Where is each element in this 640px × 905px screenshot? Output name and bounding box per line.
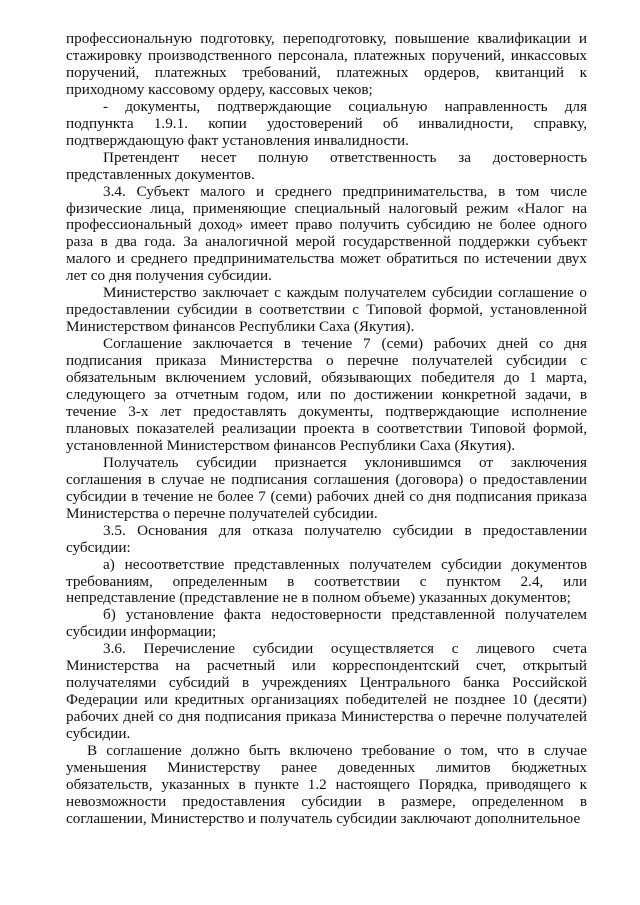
paragraph-refusal-a: а) несоответствие представленных получателем субсидии документов требованиям, определенным в соответствии с пунктом 2.4, или непредставление (представление не в полном объеме) указанных документов; bbox=[66, 555, 587, 607]
paragraph-3-4: 3.4. Субъект малого и среднего предпринимательства, в том числе физические лица, применяющие специальный налоговый режим «Налог на профессиональный доход» имеет право получить субсидию не более одного раза в два года. За аналогичной мерой государственной поддержки субъект малого и среднего предпринимательства может обратиться по истечении двух лет со дня получения субсидии. bbox=[66, 182, 587, 285]
paragraph-limits-reduction: В соглашение должно быть включено требование о том, что в случае уменьшения Министерству ранее доведенных лимитов бюджетных обязательств, указанных в пункте 1.2 настоящего Порядка, приводящего к невозможности предоставления субсидии в размере, определенном в соглашении, Министерство и получатель субсидии заключают дополнительное bbox=[66, 742, 587, 827]
paragraph-social-documents: - документы, подтверждающие социальную направленность для подпункта 1.9.1. копии удостоверений об инвалидности, справку, подтверждающую факт установления инвалидности. bbox=[66, 97, 587, 149]
document-body bbox=[66, 31, 587, 828]
paragraph-applicant-responsibility: Претендент несет полную ответственность за достоверность представленных документов. bbox=[66, 148, 587, 183]
paragraph-training-documents: профессиональную подготовку, переподготовку, повышение квалификации и стажировку производственного персонала, платежных поручений, инкассовых поручений, платежных требований, платежных ордеров, квитанций к приходному кассовому ордеру, кассовых чеков; bbox=[66, 30, 587, 98]
paragraph-ministry-agreement: Министерство заключает с каждым получателем субсидии соглашение о предоставлении субсидии в соответствии с Типовой формой, установленной Министерством финансов Республики Саха (Якутия). bbox=[66, 284, 587, 336]
paragraph-3-6: 3.6. Перечисление субсидии осуществляется с лицевого счета Министерства на расчетный или корреспондентский счет, открытый получателями субсидий в учреждениях Центрального банка Российской Федерации или кредитных организациях победителей не позднее 10 (десяти) рабочих дней со дня подписания приказа Министерства о перечне получателей субсидии. bbox=[66, 640, 587, 743]
paragraph-refusal-b: б) установление факта недостоверности представленной получателем субсидии информации; bbox=[66, 606, 587, 641]
paragraph-evasion: Получатель субсидии признается уклонившимся от заключения соглашения в случае не подписания соглашения (договора) о предоставлении субсидии в течение не более 7 (семи) рабочих дней со дня подписания приказа Министерства о перечне получателей субсидии. bbox=[66, 453, 587, 522]
paragraph-agreement-term: Соглашение заключается в течение 7 (семи) рабочих дней со дня подписания приказа Министерства о перечне получателей субсидии с обязательным включением условий, обязывающих победителя до 1 марта, следующего за отчетным годом, или по достижении конкретной задачи, в течение 3-х лет предоставлять документы, подтверждающие исполнение плановых показателей реализации проекта в соответствии Типовой формой, установленной Министерством финансов Республики Саха (Якутия). bbox=[66, 335, 587, 454]
paragraph-3-5: 3.5. Основания для отказа получателю субсидии в предоставлении субсидии: bbox=[66, 521, 587, 556]
